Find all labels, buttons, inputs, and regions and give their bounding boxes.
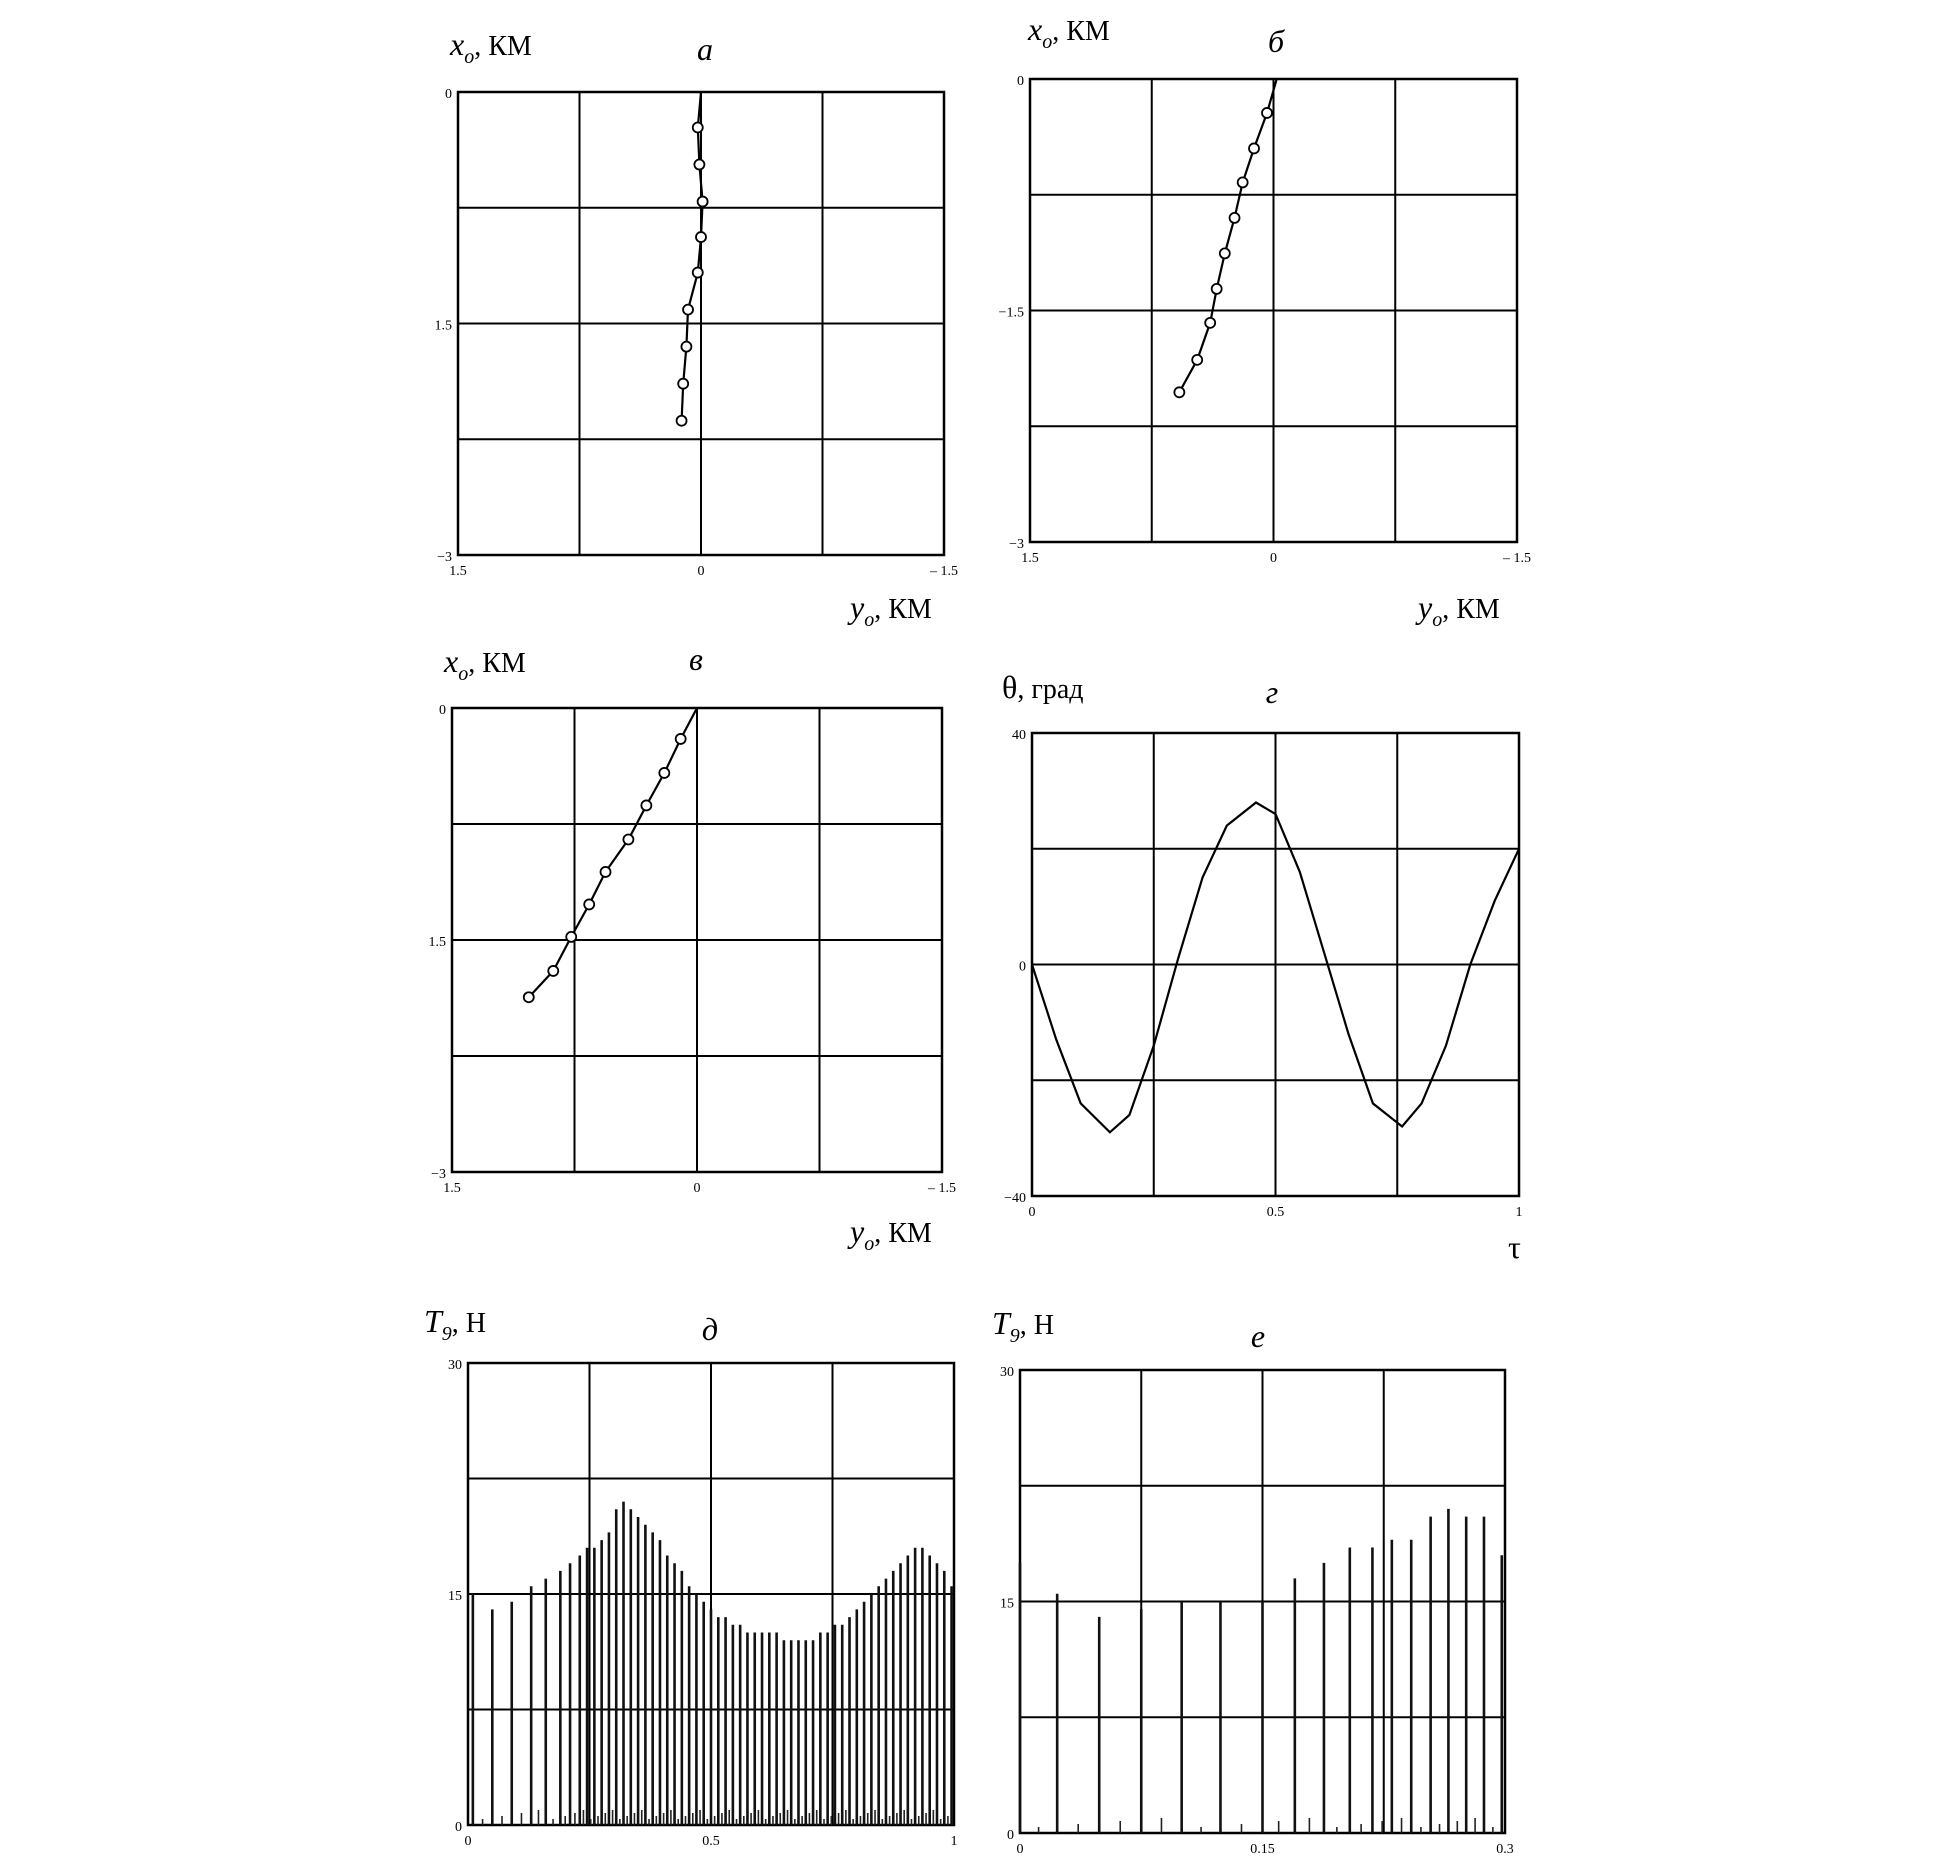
- data-point-marker: [524, 992, 534, 1002]
- panel-label: в: [689, 641, 703, 677]
- chart-panel-a: [435, 26, 959, 631]
- y-tick-label: 0: [445, 87, 452, 102]
- series-line: [1179, 79, 1276, 392]
- x-tick-label: 1.5: [449, 564, 467, 579]
- data-point-marker: [1230, 213, 1240, 223]
- y-axis-unit: , град: [1017, 674, 1084, 705]
- data-point-marker: [1205, 318, 1215, 328]
- data-point-marker: [676, 734, 686, 744]
- x-axis-unit: , КМ: [1442, 594, 1500, 625]
- y-axis-symbol: x: [444, 643, 459, 679]
- x-tick-label: 0: [1270, 551, 1277, 566]
- data-point-marker: [641, 800, 651, 810]
- panel-label: г: [1265, 674, 1279, 710]
- y-axis-label: [1002, 669, 1084, 705]
- chart-panel-d: [1002, 669, 1523, 1265]
- y-tick-label: 30: [1000, 1365, 1014, 1380]
- x-tick-label: 0.15: [1250, 1842, 1275, 1857]
- panel-label: а: [697, 31, 713, 67]
- x-axis-symbol: τ: [1508, 1229, 1521, 1265]
- x-tick-label: 0.5: [1266, 1205, 1285, 1220]
- y-axis-subscript: о: [1042, 31, 1053, 53]
- y-axis-unit: , КМ: [468, 648, 526, 679]
- data-point-marker: [696, 232, 706, 242]
- x-tick-label: – 1.5: [930, 564, 958, 579]
- chart-panel-c: [429, 641, 957, 1255]
- data-point-marker: [1192, 355, 1202, 365]
- y-axis-unit: , КМ: [1052, 16, 1110, 47]
- series-line: [529, 708, 697, 997]
- data-point-marker: [566, 932, 576, 942]
- y-tick-label: 1.5: [434, 318, 452, 334]
- series-line: [682, 92, 703, 421]
- y-tick-label: 30: [448, 1358, 462, 1373]
- x-tick-label: 1: [1515, 1205, 1523, 1220]
- y-tick-label: 0: [455, 1820, 462, 1835]
- x-tick-label: – 1.5: [928, 1181, 956, 1196]
- x-tick-label: 1.5: [1021, 551, 1039, 566]
- data-point-marker: [681, 342, 691, 352]
- data-point-marker: [1238, 177, 1248, 187]
- y-tick-label: 40: [1012, 728, 1026, 743]
- chart-panel-b: [999, 11, 1531, 631]
- y-axis-label: [424, 1303, 486, 1345]
- y-tick-label: 0: [1017, 74, 1024, 89]
- y-axis-label: [449, 26, 532, 68]
- data-point-marker: [694, 160, 704, 170]
- panel-label: д: [701, 1311, 719, 1347]
- data-point-marker: [677, 416, 687, 426]
- x-axis-symbol: y: [1418, 589, 1433, 625]
- y-tick-label: −3: [431, 1167, 446, 1182]
- y-tick-label: −1.5: [998, 305, 1024, 321]
- y-axis-symbol: x: [1028, 11, 1043, 47]
- y-axis-unit: , Н: [1019, 1310, 1055, 1341]
- y-axis-symbol: T: [992, 1305, 1010, 1341]
- y-tick-label: 0: [439, 703, 446, 718]
- data-point-marker: [623, 834, 633, 844]
- data-point-marker: [1220, 248, 1230, 258]
- x-tick-label: 1.5: [443, 1181, 461, 1196]
- x-axis-label: [847, 589, 932, 631]
- data-point-marker: [1262, 108, 1272, 118]
- y-axis-label: [1027, 11, 1110, 53]
- x-tick-label: 0: [1016, 1842, 1024, 1857]
- y-axis-label: [443, 643, 526, 685]
- y-axis-subscript: о: [464, 46, 475, 68]
- data-point-marker: [548, 966, 558, 976]
- y-axis-unit: , Н: [451, 1308, 487, 1339]
- y-axis-subscript: о: [458, 663, 469, 685]
- chart-panel-e: [424, 1303, 958, 1849]
- data-point-marker: [693, 268, 703, 278]
- x-axis-unit: , КМ: [874, 1218, 932, 1249]
- y-axis-unit: , КМ: [474, 31, 532, 62]
- x-axis-symbol: y: [850, 589, 865, 625]
- y-tick-label: 15: [448, 1589, 462, 1604]
- y-axis-subscript: 9: [441, 1323, 452, 1345]
- y-tick-label: 15: [1000, 1596, 1014, 1612]
- data-point-marker: [601, 867, 611, 877]
- x-tick-label: 0.3: [1496, 1842, 1514, 1857]
- y-axis-symbol: θ: [1002, 669, 1018, 705]
- y-axis-subscript: 9: [1009, 1325, 1020, 1347]
- x-axis-label: [847, 1213, 932, 1255]
- x-tick-label: 0: [464, 1834, 472, 1849]
- x-axis-subscript: о: [1432, 609, 1443, 631]
- x-axis-unit: , КМ: [874, 594, 932, 625]
- data-point-marker: [1174, 387, 1184, 397]
- y-tick-label: 1.5: [428, 935, 446, 950]
- panel-label: е: [1250, 1318, 1266, 1354]
- x-tick-label: 0.5: [702, 1834, 720, 1849]
- x-tick-label: 1: [950, 1834, 958, 1849]
- chart-panel-f: [992, 1305, 1514, 1857]
- x-tick-label: 0: [693, 1181, 701, 1196]
- x-axis-symbol: y: [850, 1213, 865, 1249]
- y-tick-label: −3: [1009, 537, 1024, 552]
- y-axis-label: [992, 1305, 1054, 1347]
- data-point-marker: [683, 305, 693, 315]
- data-point-marker: [584, 899, 594, 909]
- x-axis-label: [1415, 589, 1500, 631]
- data-point-marker: [693, 122, 703, 132]
- data-point-marker: [1249, 143, 1259, 153]
- x-axis-subscript: о: [864, 609, 875, 631]
- data-point-marker: [678, 379, 688, 389]
- data-point-marker: [1212, 284, 1222, 294]
- x-tick-label: 0: [697, 564, 705, 579]
- y-tick-label: 0: [1007, 1828, 1014, 1843]
- y-axis-symbol: T: [424, 1303, 442, 1339]
- x-tick-label: – 1.5: [1503, 551, 1531, 566]
- panel-label: б: [1267, 23, 1285, 59]
- y-tick-label: −40: [1004, 1191, 1026, 1206]
- y-axis-symbol: x: [450, 26, 465, 62]
- data-point-marker: [659, 768, 669, 778]
- y-tick-label: −3: [437, 550, 452, 565]
- data-point-marker: [698, 197, 708, 207]
- y-tick-label: 0: [1019, 959, 1026, 975]
- x-tick-label: 0: [1028, 1205, 1036, 1220]
- x-axis-subscript: о: [864, 1233, 875, 1255]
- x-axis-label: [1508, 1229, 1521, 1265]
